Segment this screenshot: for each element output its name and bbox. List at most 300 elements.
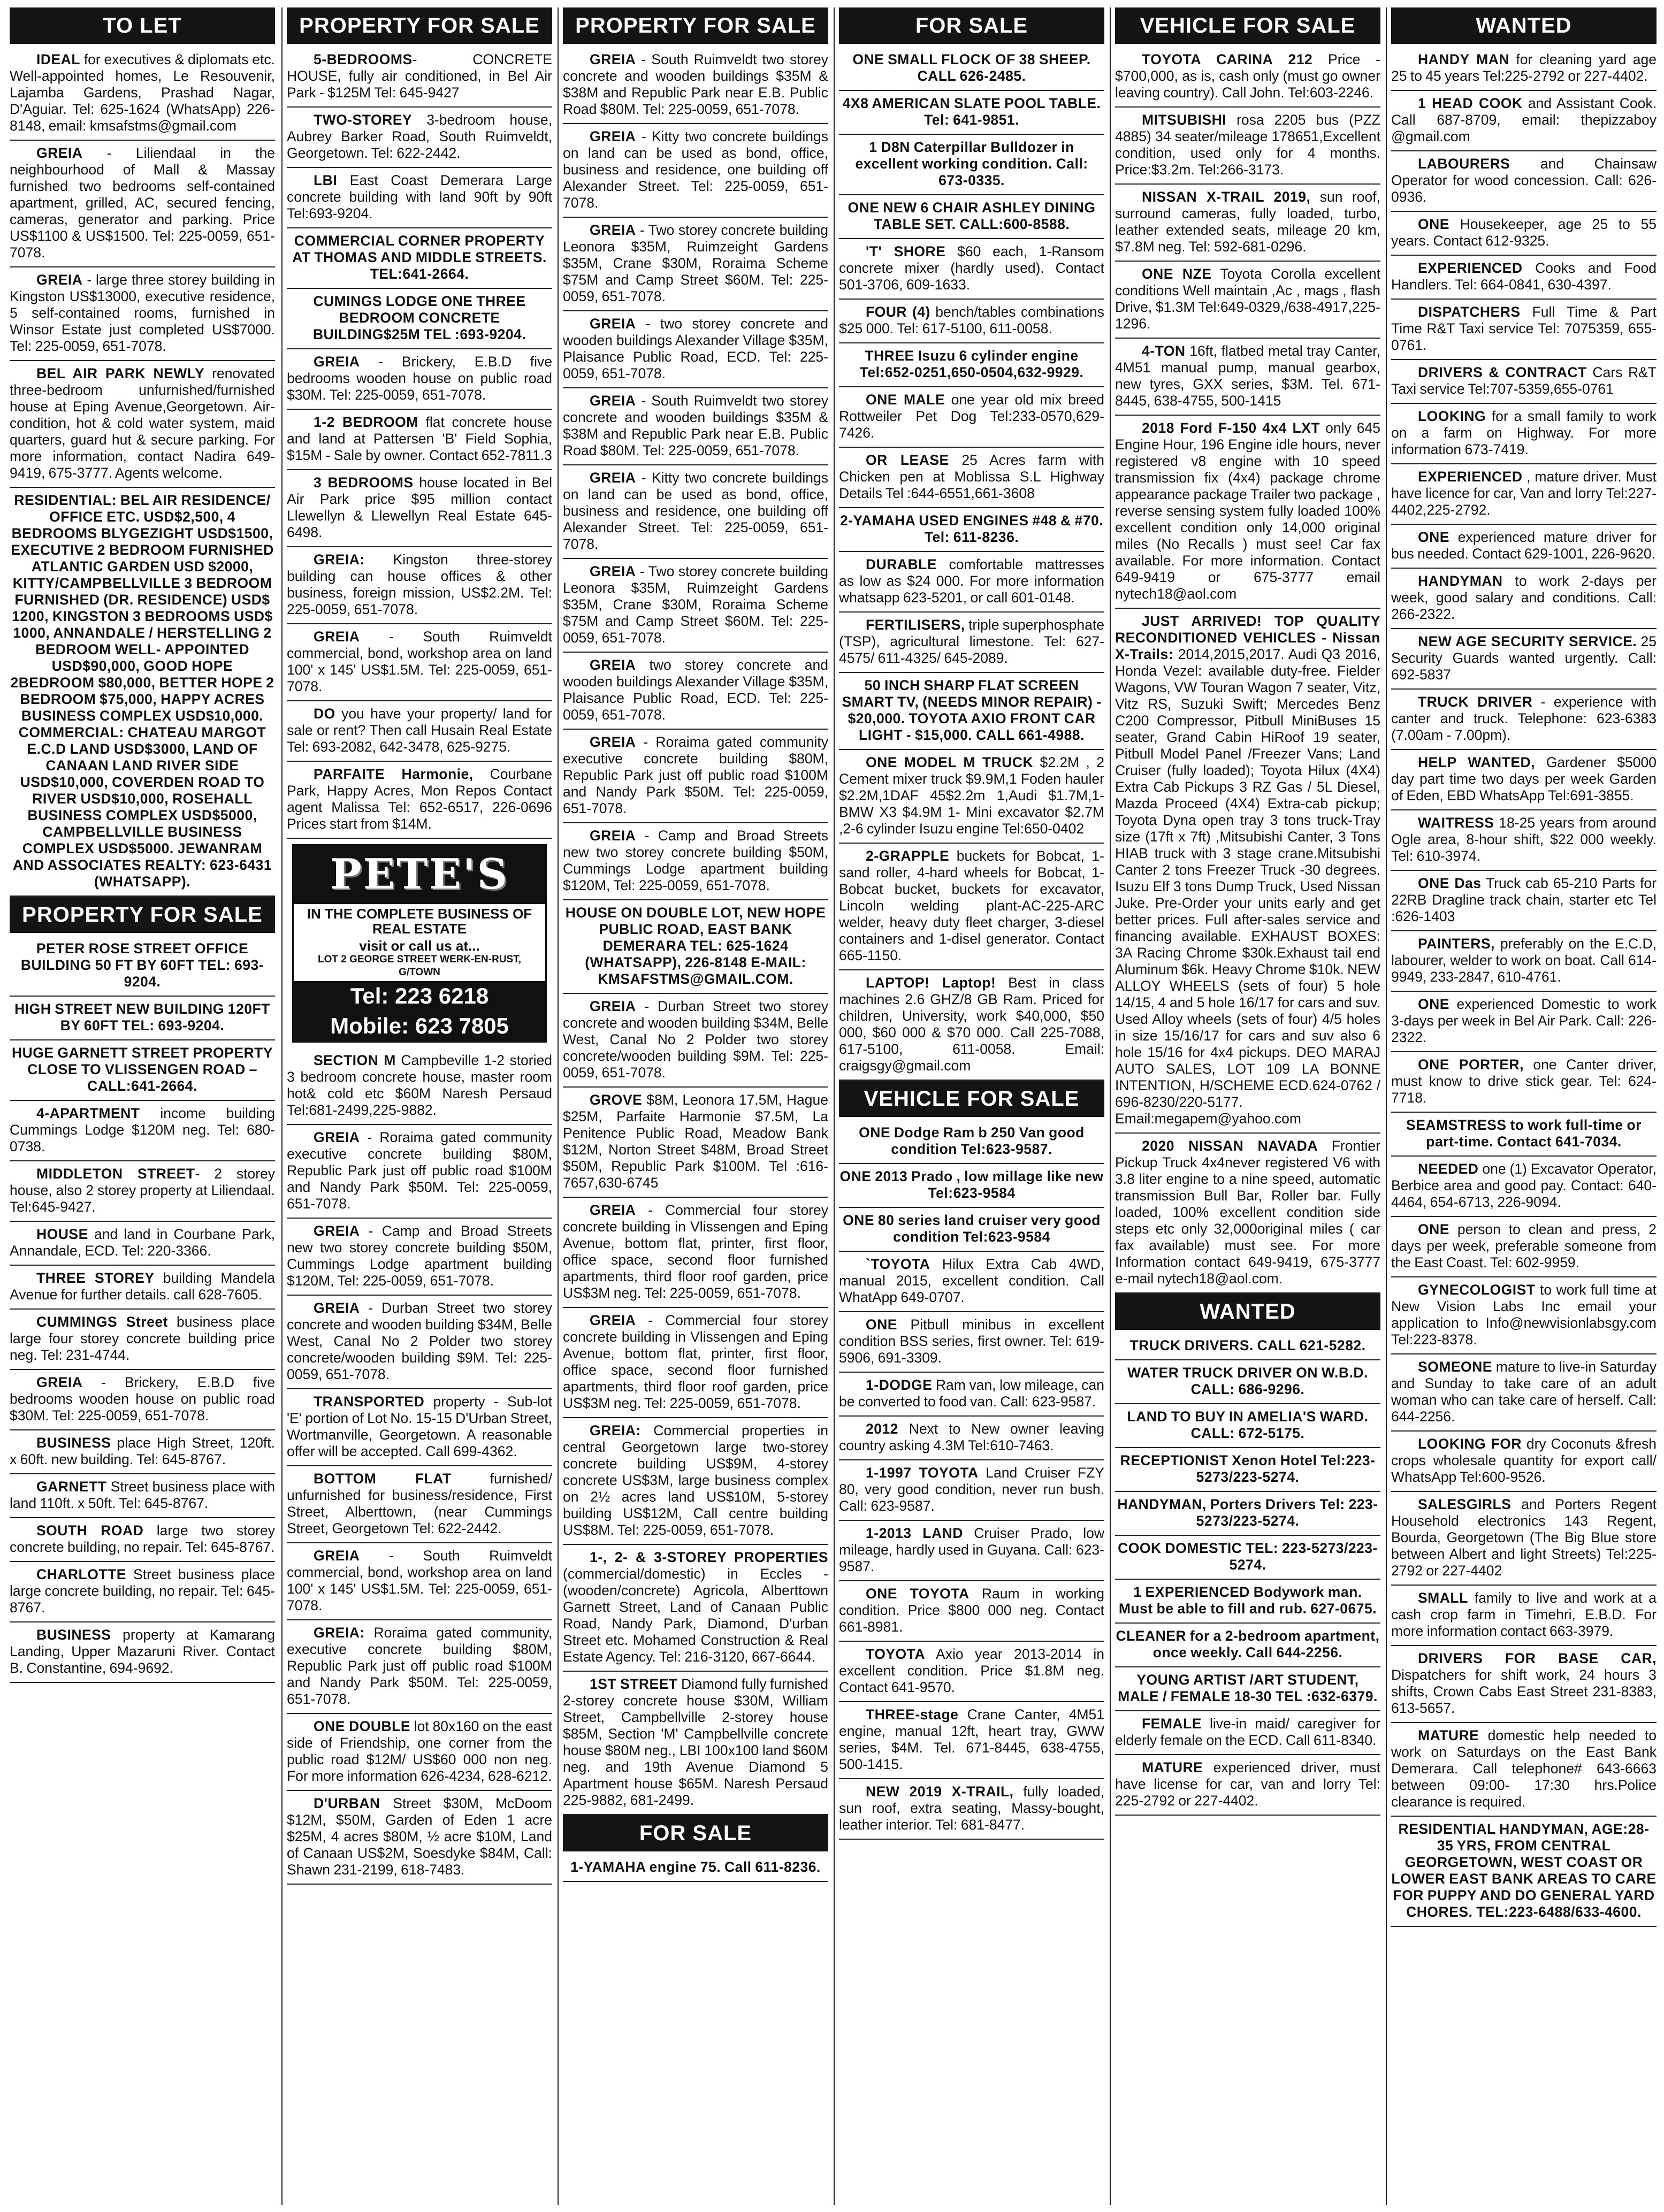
classified-ad — [1391, 91, 1657, 151]
classified-ad — [1391, 1432, 1657, 1492]
ad-body: - South Ruimveldt two storey concrete and wooden buildings $35M & $38M and Republic Park near E.B. Public Road $80M. Tel: 225-0059, 651-7078. — [563, 51, 828, 117]
petes-real-estate-ad — [292, 844, 547, 1043]
ad-body: Dispatchers for shift work, 24 hours 3 shifts, Crown Cabs East Street 231-8383, 613-5657. — [1391, 1667, 1657, 1716]
ad-body: dry Coconuts &fresh crops wholesale quantity for export call/ WhatsApp Tel:600-9526. — [1391, 1436, 1657, 1485]
classified-ad — [1115, 339, 1380, 416]
ad-body: - Commercial four storey concrete building in Vlissengen and Eping Avenue, bottom flat, printer, first floor, office space, second floor furnished apartments, third floor roof garden, price US$3M neg. Tel: 225-0059, 651-7078. — [563, 1202, 828, 1301]
section-header: FOR SALE — [839, 7, 1104, 44]
ad-body: person to clean and press, 2 days per week, preferable someone from the East Coast. Tel: 602-9959. — [1391, 1221, 1657, 1270]
ad-body: Pitbull minibus in excellent condition BSS series, first owner. Tel: 619-5906, 691-3309. — [839, 1317, 1104, 1366]
section-header: FOR SALE — [563, 1815, 828, 1851]
classified-ad — [1391, 750, 1657, 810]
column-6 — [1386, 7, 1661, 2205]
ad-body: Best in class machines 2.6 GHZ/8 GB Ram. Priced for children, University, work $40,000, $50 000, $60 000 & $70 000. Call 225-7088, 617-5100, 611-0058. Email: craigsgy@gmail.com — [839, 975, 1104, 1074]
ad-lead: GREIA — [590, 1202, 636, 1218]
section-header: VEHICLE FOR SALE — [839, 1081, 1104, 1117]
ad-lead: THREE-stage — [866, 1706, 959, 1723]
ad-lead: GREIA — [590, 51, 636, 67]
ad-lead: FEMALE — [1142, 1716, 1202, 1732]
ad-lead: 'T' SHORE — [866, 243, 946, 259]
ad-lead: GREIA — [590, 657, 636, 673]
classified-ad — [839, 1373, 1104, 1417]
classified-ad — [1115, 1333, 1380, 1360]
ad-lead: HANDYMAN — [1418, 573, 1503, 589]
column-1 — [5, 7, 279, 2205]
classified-ad — [287, 762, 552, 839]
ad-lead: EXPERIENCED — [1418, 469, 1523, 485]
ad-lead: ONE — [866, 1317, 897, 1333]
ad-lead: TRUCK DRIVER — [1418, 694, 1533, 710]
classified-ad — [287, 1466, 552, 1543]
classified-ad — [1391, 256, 1657, 300]
ad-lead: MATURE — [1142, 1759, 1203, 1775]
ad-lead: CUMMINGS Street — [36, 1314, 168, 1330]
ad-lead: GREIA: — [314, 552, 365, 568]
ad-lead: ONE — [1418, 216, 1449, 232]
classified-ad — [563, 465, 828, 559]
ad-lead: GREIA — [590, 316, 636, 332]
ad-lead: DO — [314, 706, 335, 722]
ad-body: - South Ruimveldt two storey concrete and wooden buildings $35M & $38M and Republic Park near E.B. Public Road $80M. Tel: 225-0059, 651-7078. — [563, 393, 828, 458]
ad-body: - Durban Street two storey concrete and wooden building $34M, Belle West, Canal No 2 Polder two storey concrete/wooden building $9M. Tel: 225-0059, 651-7078. — [287, 1300, 552, 1382]
ad-lead: 1-2 BEDROOM — [314, 414, 418, 430]
classified-ad — [10, 1101, 275, 1161]
ad-lead: FOUR (4) — [866, 304, 930, 320]
ad-lead: THREE Isuzu 6 cylinder engine Tel:652-0251,650-0504,632-9929. — [859, 348, 1084, 380]
section-header: PROPERTY FOR SALE — [287, 7, 552, 44]
ad-body: family to live and work at a cash crop farm in Timehri, E.B.D. For more information contact 663-3979. — [1391, 1590, 1657, 1639]
ad-body: and land in Courbane Park, Annandale, ECD. Tel: 220-3366. — [10, 1226, 275, 1259]
classified-ad — [839, 448, 1104, 508]
ad-body: Raum in working condition. Price $800 000 neg. Contact 661-8981. — [839, 1586, 1104, 1635]
classified-ad — [1115, 1492, 1380, 1536]
ad-lead: SALESGIRLS — [1418, 1496, 1512, 1512]
ad-lead: MIDDLETON STREET — [36, 1166, 195, 1182]
ad-body: triple superphosphate (TSP), agricultural limestone. Tel: 627-4575/ 611-4325/ 645-2089. — [839, 617, 1104, 666]
ad-lead: 2-GRAPPLE — [866, 848, 950, 864]
ad-body: Price - $700,000, as is, cash only (must go owner leaving country). Call John. Tel:603-2246. — [1115, 51, 1380, 101]
ad-lead: DRIVERS FOR BASE CAR, — [1418, 1650, 1657, 1666]
ad-body: for cleaning yard age 25 to 45 years Tel:225-2792 or 227-4402. — [1391, 51, 1657, 84]
ad-lead: GREIA — [590, 128, 636, 144]
ad-body: 25 Acres farm with Chicken pen at Moblissa S.L Highway Details Tel :644-6551,661-3608 — [839, 452, 1105, 501]
classified-ad — [839, 47, 1104, 91]
ad-lead: 2020 NISSAN NAVADA — [1142, 1138, 1318, 1154]
classified-ad — [10, 47, 275, 141]
classified-ad — [10, 267, 275, 361]
ad-body: Land Cruiser FZY 80, very good condition, never run bush. Call: 623-9587. — [839, 1465, 1104, 1514]
classified-ad — [1391, 151, 1657, 212]
ad-lead: GREIA — [590, 563, 636, 579]
classified-ad — [1391, 1646, 1657, 1723]
ad-body: and Porters Regent Household electronics 143 Regent, Bourda, Georgetown (The Big Blue store between Albert and light Streets) Tel:225-2792 or 227-4402 — [1391, 1496, 1657, 1579]
ad-body: for a small family to work on a farm on Highway. For more information 673-7419. — [1391, 408, 1657, 457]
classifieds-page — [5, 7, 1661, 2205]
ad-lead: WAITRESS — [1418, 815, 1494, 831]
ad-lead: ONE Das — [1418, 875, 1482, 891]
classified-ad — [287, 410, 552, 470]
ad-lead: GREIA — [590, 393, 636, 409]
classified-ad — [10, 1622, 275, 1683]
column-2 — [281, 7, 556, 2205]
classified-ad — [1391, 931, 1657, 992]
classified-ad — [839, 91, 1104, 135]
ad-body: income building Cummings Lodge $120M neg. Tel: 680-0738. — [10, 1105, 275, 1154]
ad-lead: RESIDENTIAL HANDYMAN, AGE:28-35 YRS, FROM CENTRAL GEORGETOWN, WEST COAST OR LOWER EAST BANK AREAS TO CARE FOR PUPPY AND DO GENERAL YARD CHORES. TEL:223-6488/633-4600. — [1391, 1821, 1657, 1920]
classified-ad — [839, 239, 1104, 300]
ad-body: business place large four storey concrete building price neg. Tel: 231-4744. — [10, 1314, 275, 1363]
ad-lead: LAPTOP! Laptop! — [866, 975, 996, 991]
classified-ad — [1391, 992, 1657, 1052]
ad-body: Roraima gated community, executive concrete building $80M, Republic Park just off public road $100M and Nandy Park $50M. Tel: 225-0059, 651-7078. — [287, 1625, 552, 1707]
ad-lead: MATURE — [1418, 1727, 1479, 1743]
classified-ad — [287, 228, 552, 289]
ad-lead: GREIA — [590, 470, 636, 486]
classified-ad — [839, 1312, 1104, 1373]
ad-body: - Camp and Broad Streets new two storey concrete building $50M, Cummings Lodge apartment building $120M, Tel: 225-0059, 651-7078. — [287, 1223, 552, 1289]
classified-ad — [1115, 1580, 1380, 1624]
ad-lead: GREIA — [590, 998, 636, 1014]
classified-ad — [287, 289, 552, 349]
ad-body: Hilux Extra Cab 4WD, manual 2015, excellent condition. Call WhatApp 649-0707. — [839, 1256, 1104, 1305]
ad-body: live-in maid/ caregiver for elderly female on the ECD. Call 611-8340. — [1115, 1716, 1380, 1748]
ad-lead: ONE NEW 6 CHAIR ASHLEY DINING TABLE SET. CALL:600-8588. — [848, 200, 1096, 232]
classified-ad — [1391, 1354, 1657, 1432]
ad-body: 25 Security Guards wanted urgently. Call: 692-5837 — [1391, 633, 1657, 683]
ad-lead: HOUSE ON DOUBLE LOT, NEW HOPE PUBLIC ROAD, EAST BANK DEMERARA TEL: 625-1624 (WHATSAPP), 226-8148 E-MAIL: KMSAFSTMS@GMAIL.COM. — [565, 905, 826, 987]
ad-lead: FERTILISERS, — [866, 617, 965, 633]
ad-body: - Two storey concrete building Leonora $35M, Ruimzeight Gardens $35M, Crane $30M, Roraima Scheme $75M and Camp Street $60M. Tel: 225-0059, 651-7078. — [563, 222, 828, 304]
ad-lead: TRUCK DRIVERS. CALL 621-5282. — [1129, 1337, 1366, 1353]
ad-body: - Kitty two concrete buildings on land can be used as bond, office, business and residence, one building off Alexander Street. Tel: 225-0059, 651-7078. — [563, 128, 828, 211]
classified-ad — [10, 936, 275, 997]
classified-ad — [10, 1161, 275, 1222]
ad-body: property - Sub-lot 'E' portion of Lot No. 15-15 D'Urban Street, Wortmanville, Georgetown. A reasonable offer will be accepted. Call 699-4362. — [287, 1394, 552, 1459]
classified-ad — [839, 1642, 1104, 1702]
ad-lead: NISSAN X-TRAIL 2019, — [1142, 189, 1311, 205]
section-header: PROPERTY FOR SALE — [10, 897, 275, 933]
ad-lead: 1 EXPERIENCED Bodywork man. Must be able to fill and rub. 627-0675. — [1118, 1584, 1377, 1617]
classified-ad — [839, 135, 1104, 195]
classified-ad — [1391, 404, 1657, 464]
ad-body: Cooks and Food Handlers. Tel: 664-0841, 630-4397. — [1391, 260, 1657, 293]
ad-body: , mature driver. Must have licence for car, Van and lorry Tel:227-4402,225-2792. — [1391, 469, 1657, 518]
ad-lead: ONE SMALL FLOCK OF 38 SHEEP. CALL 626-2485. — [852, 51, 1091, 84]
petes-visit: visit or call us at... — [359, 938, 480, 954]
classified-ad — [287, 624, 552, 701]
classified-ad — [1391, 629, 1657, 690]
ad-body: one (1) Excavator Operator, Berbice area and good pay. Contact: 640-4464, 654-6713, 226-9094. — [1391, 1161, 1657, 1210]
classified-ad — [1391, 810, 1657, 871]
ad-lead: HUGE GARNETT STREET PROPERTY CLOSE TO VLISSENGEN ROAD – CALL:641-2664. — [11, 1045, 273, 1094]
classified-ad — [839, 1417, 1104, 1460]
ad-body: Axio year 2013-2014 in excellent condition. Price $1.8M neg. Contact 641-9570. — [839, 1646, 1104, 1695]
ad-lead: PETER ROSE STREET OFFICE BUILDING 50 FT BY 60FT TEL: 693-9204. — [20, 940, 264, 990]
ad-lead: GREIA — [314, 1548, 360, 1564]
ad-body: - Durban Street two storey concrete and wooden building $34M, Belle West, Canal No 2 Polder two storey concrete/wooden building $9M. Tel: 225-0059, 651-7078. — [563, 998, 828, 1081]
classified-ad — [563, 1418, 828, 1545]
ad-lead: 1 D8N Caterpillar Bulldozer in excellent working condition. Call: 673-0335. — [855, 139, 1088, 188]
ad-lead: GARNETT — [36, 1479, 107, 1495]
classified-ad — [1115, 1134, 1380, 1293]
classified-ad — [563, 388, 828, 465]
classified-ad — [839, 552, 1104, 613]
ad-lead: ONE — [1418, 1221, 1449, 1237]
classified-ad — [839, 1164, 1104, 1208]
ad-body: Street business place with land 110ft. x 50ft. Tel: 645-8767. — [10, 1479, 275, 1511]
section-header: WANTED — [1391, 7, 1657, 44]
classified-ad — [10, 997, 275, 1040]
ad-lead: LOOKING FOR — [1418, 1436, 1522, 1452]
column-5 — [1110, 7, 1385, 2205]
ad-lead: IDEAL — [36, 51, 80, 67]
ad-body: Frontier Pickup Truck 4x4never registered V6 with 3.8 liter engine to a nine speed, automatic transmission Bull Bar, Roller bar. Fully loaded, 100% excellent condition side steps etc only 32,000original miles ( car fax available) must see. For more Information contact 649-9419, 675-3777 e-mail nytech18@aol.com. — [1115, 1138, 1380, 1287]
classified-ad — [563, 1855, 828, 1882]
classified-ad — [839, 387, 1104, 448]
column-4 — [834, 7, 1109, 2205]
classified-ad — [1391, 1723, 1657, 1817]
section-header: VEHICLE FOR SALE — [1115, 7, 1380, 44]
classified-ad — [1115, 185, 1380, 262]
classified-ad — [287, 1219, 552, 1296]
ad-lead: PARFAITE Harmonie, — [314, 766, 474, 782]
classified-ad — [1115, 416, 1380, 609]
classified-ad — [287, 1125, 552, 1219]
ad-body: East Coast Demerara Large concrete building with land 90ft by 90ft Tel:693-9204. — [287, 172, 552, 221]
ad-lead: BUSINESS — [36, 1435, 111, 1451]
classified-ad — [1391, 871, 1657, 931]
classified-ad — [563, 47, 828, 124]
classified-ad — [1115, 609, 1380, 1134]
ad-lead: 3 BEDROOMS — [314, 474, 414, 491]
classified-ad — [839, 343, 1104, 387]
classified-ad — [10, 1370, 275, 1430]
classified-ad — [1391, 1052, 1657, 1113]
ad-body: - two storey concrete and wooden buildings Alexander Village $35M, Plaisance Public Road, ECD. Tel: 225-0059, 651-7078. — [563, 316, 828, 381]
ad-body: Street $30M, McDoom $12M, $50M, Garden of Eden 1 acre $25M, 4 acres $80M, ½ acre $10M, Land of Canaan US$2M, Soesdyke $84M, Call: Shawn 231-2199, 618-7483. — [287, 1795, 552, 1878]
petes-tel: Tel: 223 6218 — [294, 981, 545, 1011]
ad-body: - large three storey building in Kingston US$13000, executive residence, 5 self-contained rooms, furnished in Winsor Estate just completed US$7000. Tel: 225-0059, 651-7078. — [10, 272, 275, 354]
classified-ad — [1115, 1711, 1380, 1755]
ad-lead: 50 INCH SHARP FLAT SCREEN SMART TV, (NEEDS MINOR REPAIR) - $20,000. TOYOTA AXIO FRONT CAR LIGHT - $15,000. CALL 661-4988. — [842, 677, 1102, 743]
ad-body: Next to New owner leaving country asking 4.3M Tel:610-7463. — [839, 1421, 1104, 1453]
classified-ad — [1115, 1536, 1380, 1580]
classified-ad — [1391, 1492, 1657, 1586]
ad-lead: GREIA — [36, 272, 83, 288]
ad-body: - South Ruimveldt commercial, bond, workshop area on land 100' x 145' US$1.5M. Tel: 225-0059, 651-7078. — [287, 629, 552, 694]
classified-ad — [563, 559, 828, 653]
ad-body: Cruiser Prado, low mileage, hardly used in Guyana. Call: 623-9587. — [839, 1525, 1104, 1574]
ad-body: fully loaded, sun roof, extra seating, Massy-bought, leather interior. Tel: 681-8477. — [839, 1784, 1104, 1833]
classified-ad — [1115, 1667, 1380, 1711]
ad-lead: GREIA — [314, 1300, 360, 1316]
classified-ad — [10, 1518, 275, 1562]
classified-ad — [287, 168, 552, 228]
ad-body: to work full time at New Vision Labs Inc email your application to Info@newvisionlabsgy.com Tel:223-8378. — [1391, 1282, 1657, 1348]
ad-body: - Roraima gated community executive concrete building $80M, Republic Park just off public road $100M and Nandy Park $50M. Tel: 225-0059, 651-7078. — [287, 1129, 552, 1212]
ad-body: Commercial properties in central Georgetown large two-storey concrete building US$9M, 4-storey concrete US$3M, large business complex on 2½ acres land US$10M, 5-storey building US$12M, Call centre building US$8M. Tel: 225-0059, 651-7078. — [563, 1422, 828, 1538]
classified-ad — [563, 1088, 828, 1198]
ad-body: - Kitty two concrete buildings on land can be used as bond, office, business and residence, one building off Alexander Street. Tel: 225-0059, 651-7078. — [563, 470, 828, 552]
ad-lead: RECEPTIONIST Xenon Hotel Tel:223-5273/223-5274. — [1120, 1452, 1376, 1485]
ad-lead: CLEANER for a 2-bedroom apartment, once weekly. Call 644-2256. — [1116, 1628, 1380, 1660]
classified-ad — [839, 1521, 1104, 1581]
classified-ad — [287, 1389, 552, 1466]
ad-lead: 1-, 2- & 3-STOREY PROPERTIES — [590, 1549, 828, 1565]
ad-lead: OR LEASE — [866, 452, 949, 468]
ad-lead: D'URBAN — [314, 1795, 380, 1811]
ad-lead: `TOYOTA — [866, 1256, 930, 1272]
classified-ad — [1115, 1404, 1380, 1448]
ad-lead: GREIA — [314, 1129, 360, 1145]
classified-ad — [563, 730, 828, 823]
classified-ad — [10, 141, 275, 267]
classified-ad — [287, 47, 552, 108]
ad-lead: CHARLOTTE — [36, 1566, 126, 1582]
petes-mobile: Mobile: 623 7805 — [294, 1011, 545, 1041]
classified-ad — [1391, 1157, 1657, 1217]
classified-ad — [10, 488, 275, 897]
ad-lead: NEEDED — [1418, 1161, 1479, 1177]
ad-lead: 1 HEAD COOK — [1418, 95, 1523, 111]
ad-lead: JUST ARRIVED! TOP QUALITY RECONDITIONED VEHICLES - Nissan X-Trails: — [1115, 613, 1380, 662]
ad-lead: ONE — [1418, 529, 1449, 545]
classified-ad — [287, 1791, 552, 1885]
ad-body: - Camp and Broad Streets new two storey concrete building $50M, Cummings Lodge apartment building $120M, Tel: 225-0059, 651-7078. — [563, 828, 828, 893]
ad-body: - South Ruimveldt commercial, bond, workshop area on land 100' x 145' US$1.5M. Tel: 225-0059, 651-7078. — [287, 1548, 552, 1613]
ad-lead: WATER TRUCK DRIVER ON W.B.D. CALL: 686-9296. — [1127, 1365, 1368, 1397]
ad-lead: 1-YAMAHA engine 75. Call 611-8236. — [570, 1859, 821, 1875]
classified-ad — [1115, 1360, 1380, 1404]
ad-body: buckets for Bobcat, 1-sand roller, 4-hard wheels for Bobcat, 1-Bobcat bucket, buckets for excavator, Lincoln welding plant-AC-225-ARC welder, heavy duty fleet charger, 3-diesel containers and 1-disel generator. Contact 665-1150. — [839, 848, 1104, 963]
ad-lead: 1-2013 LAND — [866, 1525, 963, 1541]
ad-lead: GYNECOLOGIST — [1418, 1282, 1536, 1298]
ad-lead: 5-BEDROOMS — [314, 51, 413, 67]
ad-lead: COOK DOMESTIC TEL: 223-5273/223-5274. — [1118, 1540, 1378, 1573]
ad-lead: 2-YAMAHA USED ENGINES #48 & #70. Tel: 611-8236. — [839, 512, 1104, 545]
ad-lead: 4-TON — [1142, 343, 1186, 359]
ad-body: for executives & diplomats etc. Well-appointed homes, Le Resouvenir, Lajamba Gardens, Prashad Nagar, D'Aguiar. Tel: 625-1624 (WhatsApp) 226-8148, email: kmsafstms@gmail.com — [10, 51, 275, 134]
classified-ad — [839, 300, 1104, 343]
classified-ad — [1391, 1586, 1657, 1646]
ad-body: to work 2-days per week, good salary and conditions. Call: 266-2322. — [1391, 573, 1657, 622]
ad-lead: SOMEONE — [1418, 1359, 1492, 1375]
ad-lead: 2012 — [866, 1421, 898, 1437]
classified-ad — [1391, 525, 1657, 569]
column-3 — [558, 7, 833, 2205]
ad-body: Full Time & Part Time R&T Taxi service Tel: 7075359, 655-0761. — [1391, 304, 1657, 353]
ad-lead: HIGH STREET NEW BUILDING 120FT BY 60FT TEL: 693-9204. — [14, 1001, 270, 1034]
classified-ad — [839, 673, 1104, 750]
ad-lead: 4-APARTMENT — [36, 1105, 140, 1121]
classified-ad — [1391, 569, 1657, 629]
ad-body: $2.2M , 2 Cement mixer truck $9.9M,1 Foden hauler $2.2M,1DAF 45$2.2m 1,Audi $1.7M,1-BMW X3 $4.9M 1- Mini excavator $2.7M ,2-6 cylinder Isuzu engine Tel:650-0402 — [839, 754, 1104, 837]
classified-ad — [563, 1198, 828, 1308]
classified-ad — [839, 970, 1104, 1081]
ad-body: one Canter driver, must know to drive stick gear. Tel: 624-7718. — [1391, 1057, 1657, 1106]
ad-lead: THREE STOREY — [36, 1270, 155, 1286]
ad-lead: GREIA — [36, 145, 83, 161]
classified-ad — [1115, 262, 1380, 339]
ad-lead: 1-DODGE — [866, 1377, 933, 1393]
petes-tagline: IN THE COMPLETE BUSINESS OF REAL ESTATE — [307, 906, 532, 937]
classified-ad — [839, 508, 1104, 552]
classified-ad — [839, 195, 1104, 239]
section-header: PROPERTY FOR SALE — [563, 7, 828, 44]
petes-logo: PETE'S — [294, 846, 545, 904]
classified-ad — [1391, 690, 1657, 750]
ad-body: large two storey concrete building, no repair. Tel: 645-8767. — [10, 1522, 275, 1555]
classified-ad — [1115, 47, 1380, 108]
ad-body: - experience with canter and truck. Telephone: 623-6383 (7.00am - 7.00pm). — [1391, 694, 1657, 743]
classified-ad — [563, 1672, 828, 1815]
classified-ad — [1115, 1448, 1380, 1492]
classified-ad — [10, 1474, 275, 1518]
ad-lead: TWO-STOREY — [314, 112, 413, 128]
ad-lead: LABOURERS — [1418, 156, 1510, 172]
ad-lead: HANDY MAN — [1418, 51, 1509, 67]
ad-body: 3-bedroom house, Aubrey Barker Road, South Ruimveldt, Georgetown. Tel: 622-2442. — [287, 112, 552, 161]
ad-lead: GREIA — [36, 1374, 83, 1390]
classified-ad — [839, 844, 1104, 970]
ad-lead: 2018 Ford F-150 4x4 LXT — [1142, 420, 1320, 436]
ad-body: Street business place large concrete building, no repair. Tel: 645-8767. — [10, 1566, 275, 1616]
classified-ad — [563, 124, 828, 218]
classified-ad — [287, 108, 552, 168]
ad-body: $8M, Leonora 17.5M, Hague $25M, Parfaite Harmonie $7.5M, La Penitence Public Road, Meadow Bank $12M, Norton Street $48M, Broad Street $50M, Republic Park $100M. Tel :616-7657,630-6745 — [563, 1092, 828, 1191]
ad-body: - CONCRETE HOUSE, fully air conditioned, in Bel Air Park - $125M Tel: 645-9427 — [287, 51, 552, 101]
ad-lead: GREIA — [590, 1312, 636, 1328]
ad-lead: RESIDENTIAL: BEL AIR RESIDENCE/ OFFICE ETC. USD$2,500, 4 BEDROOMS BLYGEZIGHT USD$1500, EXECUTIVE 2 BEDROOM FURNISHED ATLANTIC GARDEN USD $2000, KITTY/CAMPBELLVILLE 3 BEDROOM FURNISHED (DR. RESIDENCE) USD$ 1200, KINGSTON 3 BEDROOMS USD$ 1000, ANNANDALE / HERSTELLING 2 BEDROOM WELL- APPOINTED USD$90,000, GOOD HOPE 2BEDROOM $80,000, BETTER HOPE 2 BEDROOM $75,000, HAPPY ACRES BUSINESS COMPLEX USD$10,000. COMMERCIAL: CHATEAU MARGOT E.C.D LAND USD$3000, LAND OF CANAAN LAND RIVER SIDE USD$10,000, COVERDEN ROAD TO RIVER USD$10,000, ROSEHALL BUSINESS COMPLEX USD$5000, CAMPBELLVILLE BUSINESS COMPLEX USD$5000. JEWANRAM AND ASSOCIATES REALTY: 623-6431 (WHATSAPP). — [10, 492, 274, 890]
ad-lead: ONE 80 series land cruiser very good condition Tel:623-9584 — [843, 1212, 1101, 1245]
ad-body: furnished/ unfurnished for business/residence, First Street, Alberttown, (near Cummings Street, Georgetown Tel: 622-2442. — [287, 1471, 552, 1536]
ad-body: rosa 2205 bus (PZZ 4885) 34 seater/mileage 178651,Excellent condition, used only for 4 months. Price:$3.2m. Tel:266-3173. — [1115, 112, 1380, 178]
ad-lead: DURABLE — [866, 556, 937, 572]
ad-body: $60 each, 1-Ransom concrete mixer (hardly used). Contact 501-3706, 609-1633. — [839, 243, 1104, 293]
ad-body: Ram van, low mileage, can be converted to food van. Call: 623-9587. — [839, 1377, 1104, 1410]
ad-lead: GREIA: — [314, 1625, 365, 1641]
classified-ad — [1391, 1113, 1657, 1157]
ad-lead: HELP WANTED, — [1418, 754, 1536, 770]
classified-ad — [1391, 1217, 1657, 1277]
classified-ad — [563, 900, 828, 994]
ad-lead: PAINTERS, — [1418, 936, 1495, 952]
ad-lead: HOUSE — [36, 1226, 88, 1242]
ad-lead: ONE MALE — [866, 392, 945, 408]
classified-ad — [563, 1308, 828, 1418]
ad-body: property at Kamarang Landing, Upper Mazaruni River. Contact B. Constantine, 694-9692. — [10, 1627, 275, 1676]
ad-lead: ONE DOUBLE — [314, 1718, 411, 1734]
ad-body: comfortable mattresses as low as $24 000. For more information whatsapp 623-5201, or call 601-0148. — [839, 556, 1104, 606]
classified-ad — [563, 994, 828, 1088]
ad-body: mature to live-in Saturday and Sunday to take care of an adult woman who can take care of herself. Call: 644-2256. — [1391, 1359, 1657, 1425]
ad-lead: TOYOTA CARINA 212 — [1142, 51, 1313, 67]
ad-body: one year old mix breed Rottweiler Pet Dog Tel:233-0570,629-7426. — [839, 392, 1104, 441]
classified-ad — [287, 349, 552, 410]
ad-body: Truck cab 65-210 Parts for 22RB Dragline track chain, starter etc Tel :626-1403 — [1391, 875, 1657, 924]
ad-body: bench/tables combinations $25 000. Tel: 617-5100, 611-0058. — [839, 304, 1104, 336]
ad-body: 2014,2015,2017. Audi Q3 2016, Honda Vezel: available duty-free. Fielder Wagons, VW Touran Wagon 7 seater, Vitz, Vitz RS, Suzuki Swift; Mercedes Benz C200 Compressor, Pitbull MiniBuses 15 seater, Grand Cabin HiRoof 19 seater, Pitbull Model Panel /Freezer Vans; Land Cruiser (fully loaded); Toyota Hilux (4X4) Extra Cab Pickups 3 RZ Gas / 5L Diesel, Mazda Proceed (4X4) Extra-cab pickup; Toyota Dyna open tray 3 tons truck-Tray size (17ft x 7ft) ,Mitsubishi Canter, 3 Tons HIAB truck with 3 stage crane.Mitsubishi Canter 2 tons Freezer Truck -30 degrees. Isuzu Elf 3 tons Dump Truck, Used Nissan Juke. Pre-Order your units early and get better prices. Full after-sales service and financing available. EXHAUST BOXES: 3A Racing Chrome $30k.Exhaust tail end Aluminum $6k. Heavy Chrome $10k. NEW ALLOY WHEELS (sets of four) 5 hole 14/15, 4 and 5 hole 16/17 for cars and suv. Used Alloy wheels (sets of four) 4/5 holes in size 15/16/17 for cars and suv also 6 hole 15/16 for 4x4 pickups. DEO MARAJ AUTO SALES, LOT 109 LA BONNE INTENTION, H/SCHEME ECD.624-0762 / 696-8230/220-5177. Email:megapem@yahoo.com — [1115, 646, 1380, 1127]
ad-body: place High Street, 120ft. x 60ft. new building. Tel: 645-8767. — [10, 1435, 275, 1467]
ad-body: - Liliendaal in the neighbourhood of Mall & Massay furnished two bedrooms self-contained apartment, grilled, AC, secured fencing, cameras, generator and parking. Price US$1100 & US$1500. Tel: 225-0059, 651-7078. — [10, 145, 275, 261]
ad-lead: LBI — [314, 172, 338, 188]
ad-lead: GREIA: — [590, 1422, 641, 1438]
classified-ad — [10, 1040, 275, 1101]
ad-lead: SOUTH ROAD — [36, 1522, 144, 1539]
classified-ad — [839, 750, 1104, 844]
ad-body: and Chainsaw Operator for wood concession. Call: 626-0936. — [1391, 156, 1657, 205]
petes-address: LOT 2 GEORGE STREET WERK-EN-RUST, G/TOWN — [317, 954, 522, 978]
